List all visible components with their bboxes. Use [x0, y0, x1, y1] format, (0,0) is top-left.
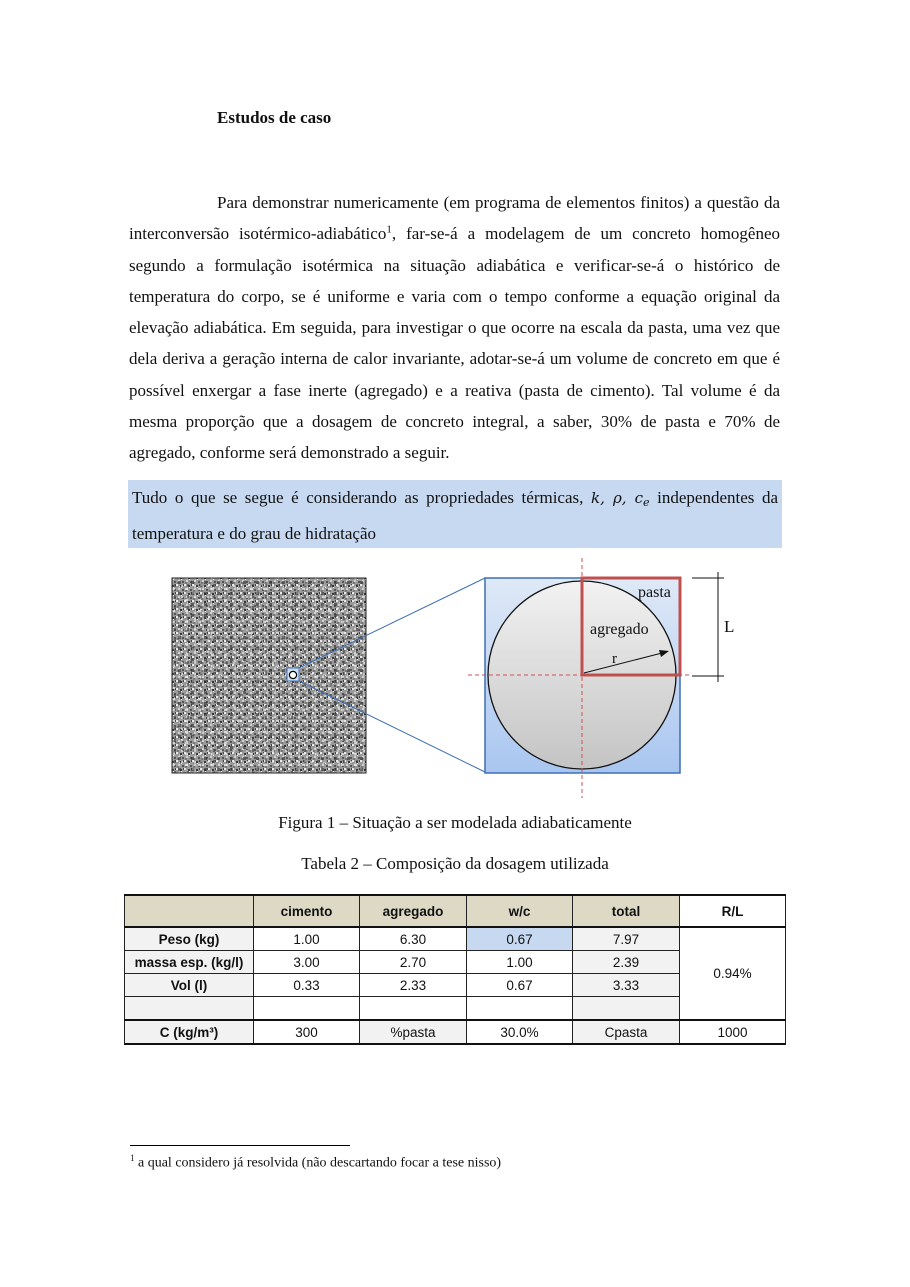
table-cell: 1.00	[254, 927, 360, 951]
table-cell	[467, 997, 573, 1021]
footnote-text: a qual considero já resolvida (não descartando focar a tese nisso)	[138, 1155, 502, 1171]
dosage-table	[124, 894, 786, 1045]
paragraph-text-2: , far-se-á a modelagem de um concreto homogêneo segundo a formulação isotérmica na situação adiabática e verificar-se-á o histórico de temperatura do corpo, se é uniforme e varia com o tempo conforme a equação original da elevação adiabática. Em seguida, para investigar o que ocorre na escala da pasta, uma vez que dela deriva a geração interna de calor invariante, adotar-se-á um volume de concreto em que é possível enxergar a fase inerte (agregado) e a reativa (pasta de cimento). Tal volume é da mesma proporção que a dosagem de concreto integral, a saber, 30% de pasta e 70% de agregado, conforme será demonstrado a seguir.	[129, 224, 780, 463]
row-label	[125, 997, 254, 1021]
label-agregado: agregado	[590, 621, 649, 638]
header-cell: R/L	[680, 895, 786, 927]
note-symbols: k, ρ, c	[590, 489, 644, 507]
figure-caption: Figura 1 – Situação a ser modelada adiabaticamente	[278, 813, 632, 832]
concrete-sample	[172, 578, 366, 773]
section-heading: Estudos de caso	[217, 108, 332, 127]
zoom-marker	[287, 668, 299, 681]
table-cell	[254, 997, 360, 1021]
table-cell	[573, 997, 680, 1021]
row-label: C (kg/m³)	[125, 1020, 254, 1044]
label-pasta: pasta	[638, 584, 671, 601]
header-cell: agregado	[360, 895, 467, 927]
row-label: Vol (l)	[125, 974, 254, 997]
table-cell: 300	[254, 1020, 360, 1044]
table-row	[125, 927, 786, 951]
table-cell: 0.67	[467, 927, 573, 951]
table-header-row	[125, 895, 786, 927]
table-cell: 0.67	[467, 974, 573, 997]
table-cell	[360, 997, 467, 1021]
table-cell: %pasta	[360, 1020, 467, 1044]
table-cell: 1.00	[467, 951, 573, 974]
table-cell: 1000	[680, 1020, 786, 1044]
footnote-ref: 1	[386, 223, 392, 236]
paragraph-text-1: Para demonstrar numericamente (em programa de elementos finitos) a questão da interconversão isotérmico-adiabático	[129, 193, 780, 244]
table-caption: Tabela 2 – Composição da dosagem utilizada	[301, 854, 609, 873]
header-cell: cimento	[254, 895, 360, 927]
note-symbol-sub: e	[643, 496, 650, 509]
table-cell: 7.97	[573, 927, 680, 951]
note-text-1: Tudo o que se segue é considerando as propriedades térmicas,	[132, 488, 584, 507]
table-cell: 30.0%	[467, 1020, 573, 1044]
unit-cell	[468, 558, 734, 798]
table-cell: 0.33	[254, 974, 360, 997]
table-cell: 6.30	[360, 927, 467, 951]
label-L: L	[724, 617, 735, 636]
table-cell: Cpasta	[573, 1020, 680, 1044]
footnote-mark: 1	[130, 1153, 135, 1163]
header-cell: total	[573, 895, 680, 927]
footnote	[130, 1153, 501, 1172]
table-cell: 2.39	[573, 951, 680, 974]
table-cell: 2.33	[360, 974, 467, 997]
table-row	[125, 1020, 786, 1044]
table-cell: 3.00	[254, 951, 360, 974]
label-r: r	[612, 651, 617, 667]
table-cell: 3.33	[573, 974, 680, 997]
header-cell	[125, 895, 254, 927]
table-cell: 2.70	[360, 951, 467, 974]
row-label: Peso (kg)	[125, 927, 254, 951]
rl-value-cell: 0.94%	[680, 927, 786, 1020]
header-cell: w/c	[467, 895, 573, 927]
row-label: massa esp. (kg/l)	[125, 951, 254, 974]
footnote-divider	[130, 1145, 350, 1146]
note-text-2: independentes da temperatura e do grau de hidratação	[132, 488, 779, 544]
